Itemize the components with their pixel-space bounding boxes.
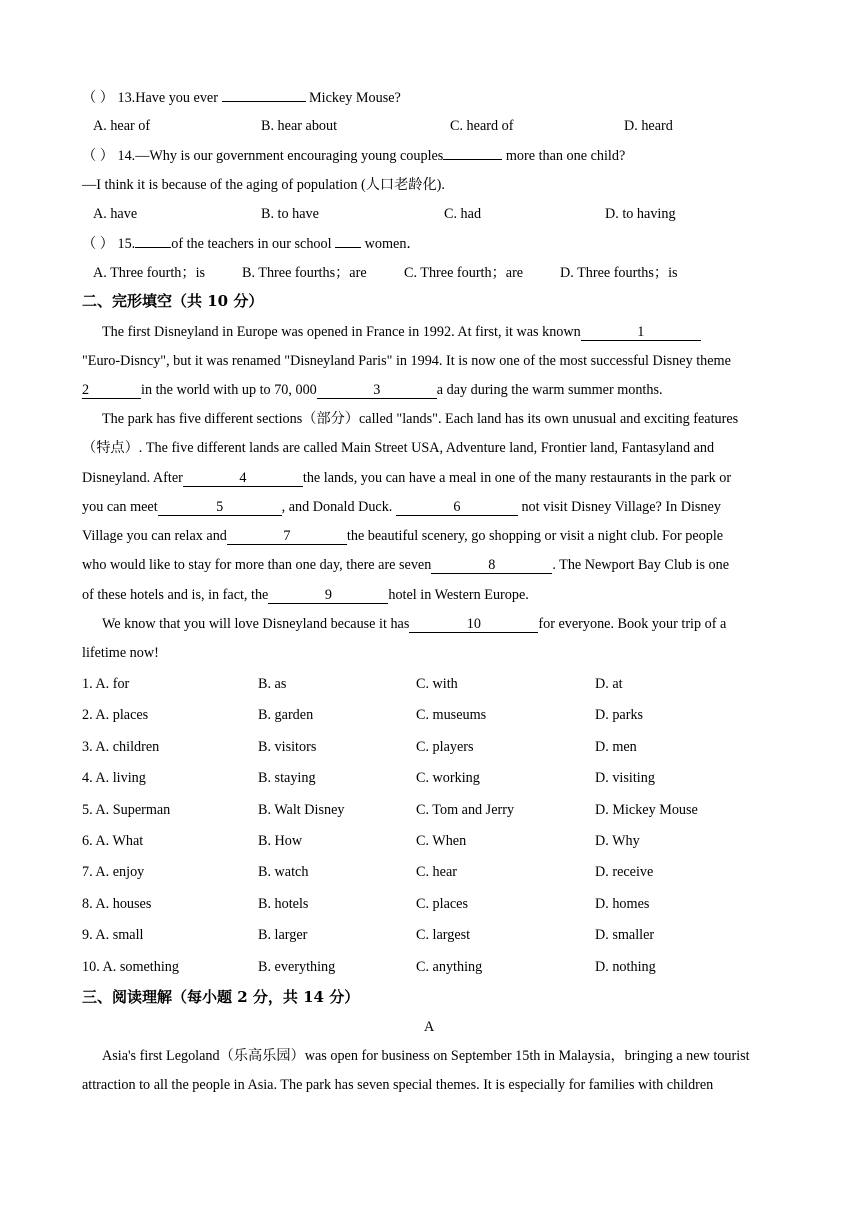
option-d: D. at: [595, 676, 623, 692]
option-a: 4. A. living: [82, 770, 146, 786]
option-d: D. smaller: [595, 927, 655, 943]
question-14-reply: —I think it is because of the aging of population (人口老龄化).: [82, 177, 445, 193]
option-b: B. Three fourths；are: [242, 265, 367, 281]
option-b: B. staying: [258, 770, 316, 786]
passage-text: for everyone. Book your trip of a: [538, 616, 727, 632]
question-stem: 14.—Why is our government encouraging young couples: [117, 148, 444, 164]
option-d: D. Why: [595, 833, 640, 849]
passage-line: [82, 351, 778, 371]
passage-text: （特点）. The five different lands are called Main Street USA, Adventure land, Frontier land, Fantasyland and: [82, 440, 715, 456]
question-13: [82, 87, 401, 108]
option-c: C. museums: [416, 707, 487, 723]
option-a: 9. A. small: [82, 927, 144, 943]
cloze-blank-8: 8: [431, 557, 552, 574]
passage-text: of these hotels and is, in fact, the: [82, 587, 269, 603]
cloze-blank-1: 1: [581, 324, 701, 341]
option-d: D. receive: [595, 864, 654, 880]
cloze-blank-9: 9: [268, 587, 388, 604]
passage-text: hotel in Western Europe.: [388, 587, 529, 603]
passage-line: attraction to all the people in Asia. The park has seven special themes. It is especially for families with children: [82, 1077, 714, 1093]
option-c: C. anything: [416, 959, 483, 975]
passage-line: [82, 438, 714, 458]
passage-line: Asia's first Legoland（乐高乐园）was open for business on September 15th in Malaysia，bringing a new tourist: [102, 1048, 750, 1064]
passage-text: Disneyland. After: [82, 470, 183, 486]
option-c: C. places: [416, 896, 469, 912]
option-b: B. everything: [258, 959, 336, 975]
option-a: 8. A. houses: [82, 896, 152, 912]
option-a: 1. A. for: [82, 676, 130, 692]
answer-paren: （ ）: [82, 236, 114, 252]
option-b: B. larger: [258, 927, 308, 943]
option-b: B. as: [258, 676, 287, 692]
answer-blank: [443, 145, 502, 160]
question-stem-end: Mickey Mouse?: [305, 90, 401, 106]
answer-blank: [335, 233, 361, 248]
passage-line: [102, 322, 701, 342]
option-a: 7. A. enjoy: [82, 864, 145, 880]
answer-paren: （ ）: [82, 148, 114, 164]
option-a: A. hear of: [93, 118, 151, 134]
passage-line: [102, 614, 726, 634]
option-a: A. have: [93, 206, 138, 222]
passage-text: who would like to stay for more than one day, there are seven: [82, 557, 432, 573]
option-a: 6. A. What: [82, 833, 144, 849]
option-d: D. men: [595, 739, 637, 755]
passage-line: [82, 555, 729, 575]
option-c: C. Tom and Jerry: [416, 802, 515, 818]
option-b: B. watch: [258, 864, 309, 880]
cloze-blank-3: 3: [317, 382, 437, 399]
option-d: D. Mickey Mouse: [595, 802, 698, 818]
passage-text: We know that you will love Disneyland because it has: [102, 616, 410, 632]
option-d: D. parks: [595, 707, 644, 723]
passage-text: the beautiful scenery, go shopping or visit a night club. For people: [346, 528, 724, 544]
option-c: C. players: [416, 739, 474, 755]
option-d: D. Three fourths；is: [560, 265, 678, 281]
cloze-blank-6: 6: [396, 499, 518, 516]
passage-text: the lands, you can have a meal in one of the many restaurants in the park or: [302, 470, 732, 486]
question-stem: 13.Have you ever: [117, 90, 222, 106]
passage-text: not visit Disney Village? In Disney: [517, 499, 721, 515]
passage-line: [82, 526, 723, 546]
option-b: B. to have: [261, 206, 319, 222]
passage-text: "Euro-Disncy", but it was renamed "Disneyland Paris" in 1994. It is now one of the most successful Disney theme: [82, 353, 731, 369]
question-stem-end: more than one child?: [502, 148, 626, 164]
passage-text: , and Donald Duck.: [281, 499, 396, 515]
option-c: C. working: [416, 770, 480, 786]
cloze-blank-5: 5: [158, 499, 282, 516]
option-b: B. How: [258, 833, 303, 849]
answer-blank: [135, 233, 171, 248]
answer-paren: （ ）: [82, 90, 114, 106]
cloze-blank-7: 7: [227, 528, 347, 545]
passage-line: [82, 468, 731, 488]
passage-text: . The Newport Bay Club is one: [552, 557, 729, 573]
passage-line: [102, 409, 738, 429]
passage-label: A: [424, 1019, 435, 1035]
option-c: C. When: [416, 833, 467, 849]
option-d: D. homes: [595, 896, 650, 912]
passage-line: [82, 380, 663, 400]
passage-line: lifetime now!: [82, 645, 159, 661]
section-heading-reading: 三、阅读理解（每小题 2 分，共 14 分）: [82, 988, 360, 1006]
passage-text: a day during the warm summer months.: [436, 382, 663, 398]
passage-text: in the world with up to 70, 000: [141, 382, 317, 398]
passage-text: The park has five different sections（部分）called "lands". Each land has its own unusual and exciting features: [102, 411, 739, 427]
option-b: B. visitors: [258, 739, 317, 755]
question-14: [82, 145, 625, 166]
question-15: [82, 233, 421, 254]
option-c: C. heard of: [450, 118, 514, 134]
answer-blank: [222, 87, 306, 102]
option-c: C. Three fourth；are: [404, 265, 524, 281]
option-b: B. garden: [258, 707, 314, 723]
passage-text: Village you can relax and: [82, 528, 227, 544]
option-d: D. visiting: [595, 770, 655, 786]
option-d: D. to having: [605, 206, 676, 222]
cloze-blank-4: 4: [183, 470, 303, 487]
option-d: D. heard: [624, 118, 673, 134]
question-stem-end: women．: [361, 236, 421, 252]
question-stem: 15.: [117, 236, 136, 252]
option-a: 2. A. places: [82, 707, 149, 723]
section-heading-cloze: 二、完形填空（共 10 分）: [82, 292, 264, 310]
option-d: D. nothing: [595, 959, 656, 975]
option-c: C. largest: [416, 927, 471, 943]
option-a: 10. A. something: [82, 959, 179, 975]
option-a: 5. A. Superman: [82, 802, 171, 818]
passage-text: you can meet: [82, 499, 158, 515]
option-c: C. with: [416, 676, 458, 692]
option-b: B. hotels: [258, 896, 309, 912]
option-a: A. Three fourth；is: [93, 265, 206, 281]
option-b: B. Walt Disney: [258, 802, 345, 818]
option-c: C. had: [444, 206, 482, 222]
option-b: B. hear about: [261, 118, 338, 134]
option-c: C. hear: [416, 864, 457, 880]
question-stem-mid: of the teachers in our school: [171, 236, 336, 252]
option-a: 3. A. children: [82, 739, 160, 755]
passage-line: [82, 585, 529, 605]
passage-text: The first Disneyland in Europe was opened in France in 1992. At first, it was known: [102, 324, 581, 340]
cloze-blank-10: 10: [409, 616, 538, 633]
passage-line: [82, 497, 721, 517]
cloze-blank-2: 2: [82, 382, 141, 399]
